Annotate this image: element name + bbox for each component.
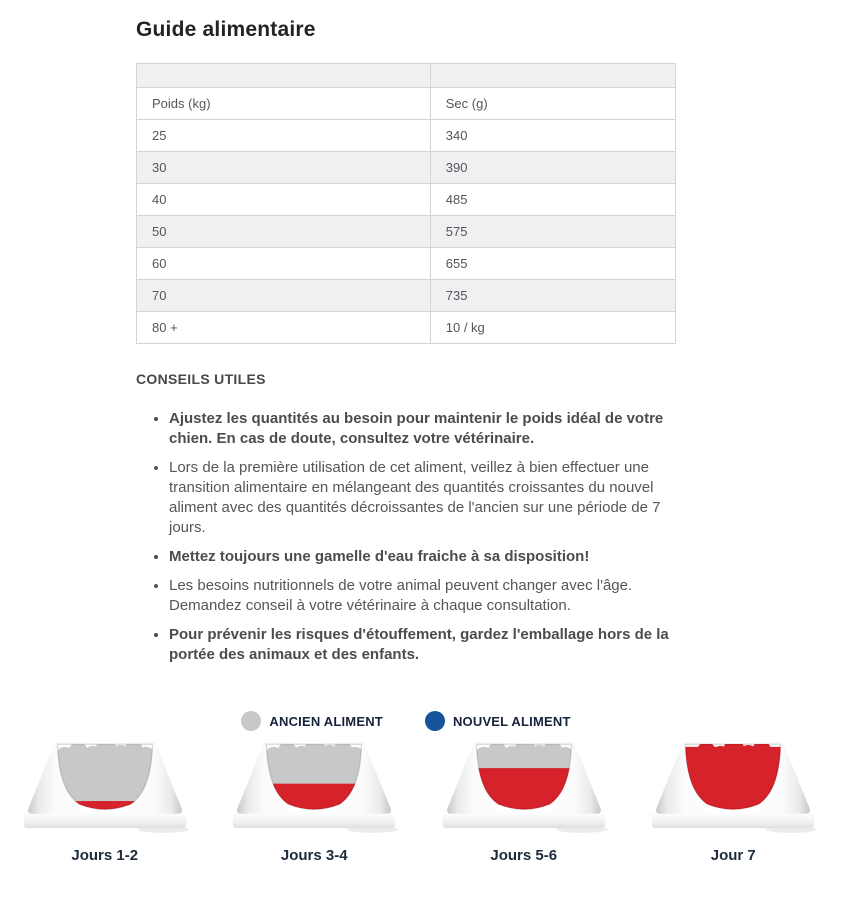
bowl-illustration — [438, 739, 610, 835]
column-header-sec: Sec (g) — [430, 88, 675, 120]
poids-cell: 70 — [137, 280, 431, 312]
bowl-figure — [419, 739, 629, 864]
bowl-base — [443, 813, 605, 828]
bowl-illustration — [228, 739, 400, 835]
table-row — [137, 280, 676, 312]
legend-dot-icon — [241, 711, 261, 731]
table-body — [137, 120, 676, 344]
bowl-base — [652, 813, 814, 828]
sec-cell: 340 — [430, 120, 675, 152]
bowl-figure — [629, 739, 839, 864]
legend-dot-icon — [425, 711, 445, 731]
bowl-label: Jours 5-6 — [490, 847, 558, 864]
poids-cell: 80 + — [137, 312, 431, 344]
sec-cell: 735 — [430, 280, 675, 312]
tips-heading: CONSEILS UTILES — [136, 371, 266, 387]
tip-item: • Ajustez les quantités au besoin pour maintenir le poids idéal de votre chien. En cas de doute, consultez votre vétérinaire. — [169, 409, 676, 449]
guide-alimentaire-page — [0, 18, 860, 864]
bowl-label: Jours 3-4 — [280, 847, 348, 864]
sec-cell: 575 — [430, 216, 675, 248]
table-row — [137, 216, 676, 248]
tip-item: • Les besoins nutritionnels de votre animal peuvent changer avec l'âge. Demandez conseil à votre vétérinaire à chaque consultation. — [169, 576, 676, 616]
poids-cell: 30 — [137, 152, 431, 184]
tips-list — [136, 409, 676, 665]
table-row — [137, 248, 676, 280]
bowl-figure — [0, 739, 210, 864]
page-title: Guide alimentaire — [136, 18, 316, 41]
tip-item: • Pour prévenir les risques d'étouffement, gardez l'emballage hors de la portée des animaux et des enfants. — [169, 625, 676, 665]
table-row — [137, 184, 676, 216]
bowl-label: Jours 1-2 — [71, 847, 139, 864]
column-header-poids: Poids (kg) — [137, 88, 431, 120]
sec-cell: 655 — [430, 248, 675, 280]
transition-bowls — [0, 739, 838, 864]
food-legend — [136, 711, 676, 731]
content-column — [136, 18, 676, 731]
tip-item: • Mettez toujours une gamelle d'eau fraiche à sa disposition! — [169, 547, 676, 567]
table-row — [137, 312, 676, 344]
table-row — [137, 152, 676, 184]
spacer-cell — [137, 64, 431, 88]
legend-item — [241, 711, 383, 731]
bowl-illustration — [19, 739, 191, 835]
bowl-label: Jour 7 — [710, 847, 756, 864]
sec-cell: 485 — [430, 184, 675, 216]
table-row — [137, 120, 676, 152]
spacer-cell — [430, 64, 675, 88]
legend-label: ANCIEN ALIMENT — [269, 713, 383, 729]
poids-cell: 50 — [137, 216, 431, 248]
bowl-figure — [210, 739, 420, 864]
legend-label: NOUVEL ALIMENT — [452, 713, 571, 729]
bowl-base — [24, 813, 186, 828]
feeding-table — [136, 63, 676, 344]
sec-cell: 10 / kg — [430, 312, 675, 344]
table-spacer-row — [137, 64, 676, 88]
poids-cell: 40 — [137, 184, 431, 216]
tip-item: • Lors de la première utilisation de cet aliment, veillez à bien effectuer une transition alimentaire en mélangeant des quantités croissantes du nouvel aliment avec des quantités décroissantes de l'ancien sur une période de 7 jours. — [169, 458, 676, 538]
poids-cell: 25 — [137, 120, 431, 152]
bowl-illustration — [647, 739, 819, 835]
sec-cell: 390 — [430, 152, 675, 184]
legend-item — [425, 711, 571, 731]
table-header-row — [137, 88, 676, 120]
poids-cell: 60 — [137, 248, 431, 280]
bowl-base — [233, 813, 395, 828]
